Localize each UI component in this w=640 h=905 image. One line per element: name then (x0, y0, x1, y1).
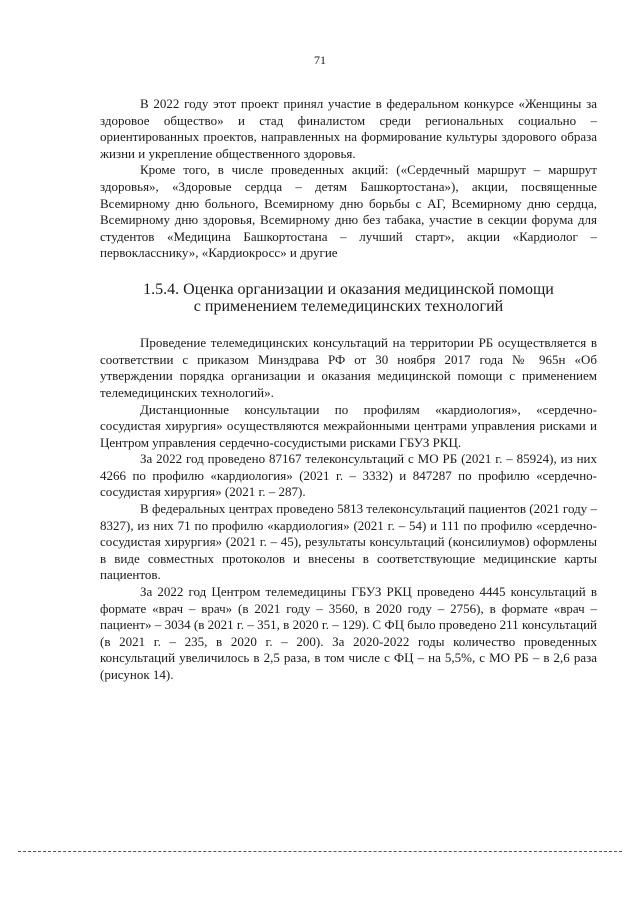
paragraph-project-contest: В 2022 году этот проект принял участие в федеральном конкурсе «Женщины за здоровое общество» и стад финалистом среди региональных социально – ориентированных проектов, направленных на формирование культуры здорового образа жизни и укрепление общественного здоровья. (100, 96, 597, 161)
paragraph-federal-centers: В федеральных центрах проведено 5813 телеконсультаций пациентов (2021 году – 8327), из них 71 по профилю «кардиология» (2021 г. – 54) и 111 по профилю «сердечно-сосудистая хирургия» (2021 г. – 45), результаты консультаций (консилиумов) оформлены в виде совместных протоколов и внесены в соответствующие медицинские карты пациентов. (100, 501, 597, 583)
bottom-divider (18, 851, 622, 852)
page-number: 71 (314, 53, 326, 67)
paragraph-telemedicine-center-stats: За 2022 год Центром телемедицины ГБУЗ РКЦ проведено 4445 консультаций в формате «врач – врач» (в 2021 году – 3560, в 2020 году – 2756), в формате «врач – пациент» – 3034 (в 2021 г. – 351, в 2020 г. – 129). С ФЦ было проведено 211 консультаций (в 2021 г. – 235, в 2020 г. – 200). За 2020-2022 годы количество проведенных консультаций увеличилось в 2,5 раза, в том числе с ФЦ – на 5,5%, с МО РБ – в 2,6 раза (рисунок 14). (100, 584, 597, 682)
section-heading-line-1: 1.5.4. Оценка организации и оказания медицинской помощи (143, 280, 554, 298)
section-heading (100, 282, 597, 315)
paragraph-remote-consultations: Дистанционные консультации по профилям «кардиология», «сердечно-сосудистая хирургия» осуществляются межрайонными центрами управления рисками и Центром управления сердечно-сосудистыми рисками ГБУЗ РКЦ. (100, 401, 597, 450)
document-body (100, 96, 597, 684)
paragraph-actions-list: Кроме того, в числе проведенных акций: («Сердечный маршрут – маршрут здоровья», «Здоровые сердца – детям Башкортостана»), акции, посвященные Всемирному дню больного, Всемирному дню борьбы с АГ, Всемирному дню сердца, Всемирному дню здоровья, Всемирному дню без табака, участие в секции форума для студентов «Медицина Башкортостана – лучший старт», акции «Кардиолог – первокласснику», «Кардиокросс» и другие (100, 162, 597, 261)
paragraph-telemedicine-order: Проведение телемедицинских консультаций на территории РБ осуществляется в соответствии с приказом Минздрава РФ от 30 ноября 2017 года № 965н «Об утверждении порядка организации и оказания медицинской помощи с применением телемедицинских технологий». (100, 335, 597, 400)
section-heading-line-2: с применением телемедицинских технологий (193, 297, 504, 315)
paragraph-teleconsultations-mo-rb: За 2022 год проведено 87167 телеконсультаций с МО РБ (2021 г. – 85924), из них 4266 по профилю «кардиология» (2021 г. – 3332) и 847287 по профилю «сердечно-сосудистая хирургия» (2021 г. – 287). (100, 451, 597, 500)
